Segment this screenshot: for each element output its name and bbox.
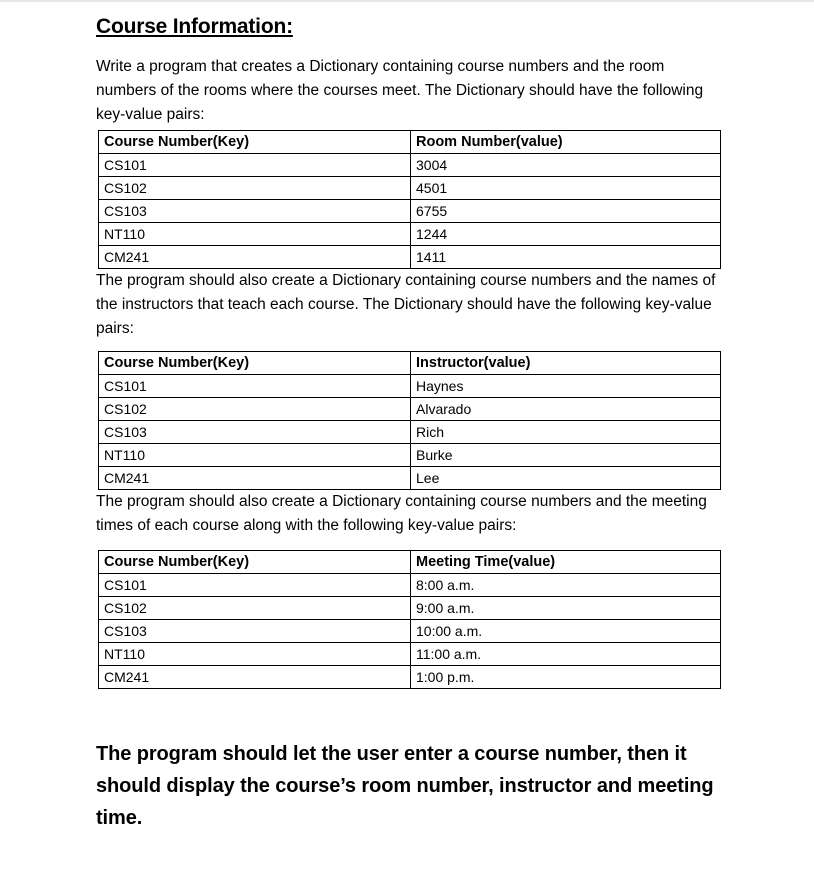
course-number-cell: CS102 [99,597,411,620]
value-cell: 8:00 a.m. [411,574,721,597]
instructors-table [98,351,721,490]
table-row [99,223,721,246]
rooms-table [98,130,721,269]
table-header-row [99,131,721,154]
course-number-cell: CS101 [99,574,411,597]
course-number-cell: CS103 [99,620,411,643]
intro-paragraph: Write a program that creates a Dictionary containing course numbers and the room numbers of the rooms where the courses meet. The Dictionary should have the following key-value pairs: [96,58,704,123]
table-row [99,246,721,269]
value-cell: 9:00 a.m. [411,597,721,620]
value-cell: 1244 [411,223,721,246]
table-row [99,620,721,643]
table-row [99,398,721,421]
document-page [96,12,726,834]
instructors-paragraph: The program should also create a Dictionary containing course numbers and the names of the instructors that teach each course. The Dictionary should have the following key-value pairs: [96,272,716,337]
table-row [99,597,721,620]
value-cell: Rich [411,421,721,444]
value-cell: 1411 [411,246,721,269]
value-cell: Burke [411,444,721,467]
value-cell: 4501 [411,177,721,200]
table-row [99,375,721,398]
table-row [99,421,721,444]
header-value-cell: Instructor(value) [411,352,721,375]
table-row [99,154,721,177]
course-number-cell: CM241 [99,467,411,490]
header-key-cell: Course Number(Key) [99,131,411,154]
table-header-row [99,352,721,375]
page-title: Course Information: [96,15,293,38]
course-number-cell: CS101 [99,154,411,177]
value-cell: 10:00 a.m. [411,620,721,643]
value-cell: 3004 [411,154,721,177]
course-number-cell: CS103 [99,421,411,444]
times-paragraph: The program should also create a Dictionary containing course numbers and the meeting times of each course along with the following key-value pairs: [96,493,707,534]
course-number-cell: CS102 [99,398,411,421]
final-instruction: The program should let the user enter a course number, then it should display the course’s room number, instructor and meeting time. [96,743,714,829]
table-row [99,444,721,467]
header-key-cell: Course Number(Key) [99,551,411,574]
course-number-cell: CS102 [99,177,411,200]
table-row [99,666,721,689]
header-value-cell: Meeting Time(value) [411,551,721,574]
table-header-row [99,551,721,574]
value-cell: Haynes [411,375,721,398]
table-row [99,200,721,223]
table-row [99,177,721,200]
course-number-cell: NT110 [99,643,411,666]
table-row [99,574,721,597]
course-number-cell: CM241 [99,666,411,689]
value-cell: Lee [411,467,721,490]
meeting-times-table [98,550,721,689]
header-key-cell: Course Number(Key) [99,352,411,375]
course-number-cell: NT110 [99,444,411,467]
course-number-cell: CM241 [99,246,411,269]
course-number-cell: NT110 [99,223,411,246]
table-row [99,643,721,666]
header-value-cell: Room Number(value) [411,131,721,154]
course-number-cell: CS103 [99,200,411,223]
value-cell: 11:00 a.m. [411,643,721,666]
table-row [99,467,721,490]
top-divider [0,0,814,2]
value-cell: Alvarado [411,398,721,421]
value-cell: 6755 [411,200,721,223]
value-cell: 1:00 p.m. [411,666,721,689]
course-number-cell: CS101 [99,375,411,398]
